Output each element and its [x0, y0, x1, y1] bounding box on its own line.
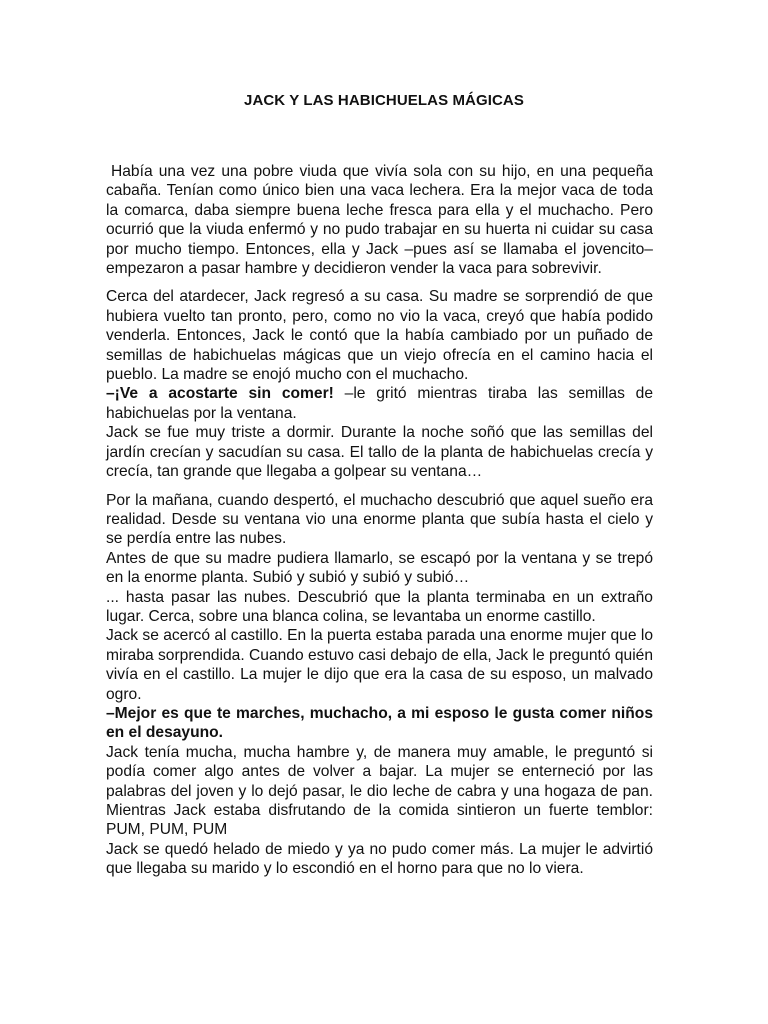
paragraph-4: Jack se fue muy triste a dormir. Durante la noche soñó que las semillas del jardín crecían y sacudían su casa. El tallo de la planta de habichuelas crecía y crecía, tan grande que llegaba a golpear su ventana… — [106, 424, 653, 481]
shouted-line: –¡Ve a acostarte sin comer! — [106, 385, 334, 403]
document-title: JACK Y LAS HABICHUELAS MÁGICAS — [244, 92, 524, 109]
paragraph-8: Jack se acercó al castillo. En la puerta estaba parada una enorme mujer que lo miraba sorprendida. Cuando estuvo casi debajo de ella, Jack le preguntó quién vivía en el castillo. La mujer le dijo que era la casa de su esposo, un malvado ogro. — [106, 627, 653, 703]
paragraph-1: Había una vez una pobre viuda que vivía sola con su hijo, en una pequeña cabaña. Tenían como único bien una vaca lechera. Era la mejor vaca de toda la comarca, daba siempre buena leche fresca para ella y el muchacho. Pero ocurrió que la viuda enfermó y no pudo trabajar en su huerta ni cuidar su casa por mucho tiempo. Entonces, ella y Jack –pues así se llamaba el jovencito– empezaron a pasar hambre y decidieron vender la vaca para sobrevivir. — [106, 163, 653, 278]
paragraph-5: Por la mañana, cuando despertó, el muchacho descubrió que aquel sueño era realidad. Desde su ventana vio una enorme planta que subía hasta el cielo y se perdía entre las nubes. — [106, 491, 653, 548]
paragraph-3-rest: –le gritó mientras tiraba las semillas de habichuelas por la ventana. — [106, 385, 654, 422]
paragraph-10: Jack tenía mucha, mucha hambre y, de manera muy amable, le preguntó si podía comer algo antes de volver a bajar. La mujer se enterneció por las palabras del joven y lo dejó pasar, le dio leche de cabra y una hogaza de pan. Mientras Jack estaba disfrutando de la comida sintieron un fuerte temblor: PUM, PUM, PUM — [106, 743, 653, 839]
document-body — [106, 162, 653, 879]
paragraph-9-warning: –Mejor es que te marches, muchacho, a mi esposo le gusta comer niños en el desayuno. — [106, 704, 653, 742]
paragraph-3 — [106, 384, 653, 423]
paragraph-6: Antes de que su madre pudiera llamarlo, se escapó por la ventana y se trepó en la enorme planta. Subió y subió y subió y subió… — [106, 549, 653, 587]
paragraph-2: Cerca del atardecer, Jack regresó a su casa. Su madre se sorprendió de que hubiera vuelto tan pronto, pero, como no vio la vaca, creyó que había podido venderla. Entonces, Jack le contó que la había cambiado por un puñado de semillas de habichuelas mágicas que un viejo ofrecía en el camino hacia el pueblo. La madre se enojó mucho con el muchacho. — [106, 288, 653, 384]
paragraph-11: Jack se quedó helado de miedo y ya no pudo comer más. La mujer le advirtió que llegaba su marido y lo escondió en el horno para que no lo viera. — [106, 840, 653, 878]
paragraph-7: ... hasta pasar las nubes. Descubrió que la planta terminaba en un extraño lugar. Cerca, sobre una blanca colina, se levantaba un enorme castillo. — [106, 588, 653, 625]
